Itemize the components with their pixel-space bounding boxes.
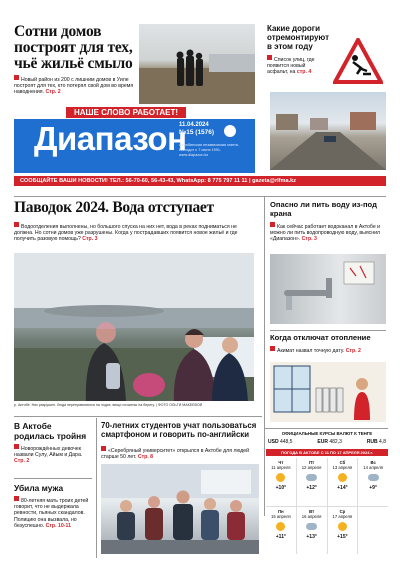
students-ref[interactable]: Стр. 8: [137, 454, 154, 461]
top-story: [14, 24, 134, 96]
divider: [270, 330, 386, 331]
husband-text: 80-летняя мать троих детей говорит, что не выдержала ревности, пьяных скандалов. Полицию она вызвала, но безуспешно. Стр. 10-11: [14, 498, 89, 529]
divider: [14, 478, 92, 479]
husband-headline[interactable]: Убила мужа: [14, 483, 64, 493]
flood-headline[interactable]: Паводок 2024. Вода отступает: [14, 199, 214, 216]
triplets-headline[interactable]: В Актобе родилась тройня: [14, 421, 87, 441]
triplets-text: Новорождённых девочек назвали Сулу, Айым и Дара. Стр. 2: [14, 446, 83, 465]
weather-day: Сб 13 апреля +14°: [328, 458, 358, 506]
masthead: [14, 107, 255, 173]
bullet-icon: [14, 222, 19, 227]
sun-icon: [276, 522, 285, 531]
bullet-icon: [267, 55, 272, 60]
cloud-icon: [306, 474, 317, 481]
weather-day: Ср 17 апреля +15°: [328, 507, 358, 555]
divider: [14, 196, 386, 197]
flood-text: Водоотделения выполнены, но большого спуска на них нет, вода в реках подниматься не должна. Но сотни домов уже разрушены. Когда у пострадавших появится новое жильё и где получить разовую помощь? Стр. 3: [14, 224, 238, 243]
weather-day: Вт 16 апреля +13°: [297, 507, 327, 555]
top-story-ref[interactable]: Стр. 2: [45, 89, 61, 96]
weather-title: ПОГОДА В АКТОБЕ С 11 ПО 17 АПРЕЛЯ 2024 г.: [266, 449, 388, 456]
roads-text: Список улиц, где появится новый асфальт, на стр. 4: [267, 57, 315, 76]
weather-day: Пн 15 апреля +11°: [266, 507, 296, 555]
roads-ref[interactable]: стр. 4: [296, 69, 312, 76]
students-text: «Серебряный университет» открылся в Актобе для людей старше 50 лет. Стр. 8: [101, 448, 250, 461]
divider: [14, 416, 262, 417]
flood-photo: [14, 253, 254, 401]
weather-day: Чт 11 апреля +10°: [266, 458, 296, 506]
sun-icon: [338, 522, 347, 531]
cloud-icon: [306, 523, 317, 530]
sun-icon: [338, 473, 347, 482]
rate-item: USD 448,5: [268, 439, 293, 445]
flood-caption: р. Актобе. Ник разрушен. Люди переправляются на лодке, вещи сложены на берегу. | ФОТО ОЛЬГИ МАКЕЕВОЙ: [14, 403, 203, 407]
roads-headline[interactable]: Какие дороги отремонтируют в этом году: [267, 24, 329, 51]
news-bar[interactable]: СООБЩАЙТЕ ВАШИ НОВОСТИ! ТЕЛ.: 56-70-60, 56-43-43, WhatsApp: 8 775 797 11 11 | gazeta@rlfma.kz: [14, 176, 386, 186]
weather-grid: [266, 458, 388, 554]
roads-photo: [270, 92, 386, 170]
divider: [264, 428, 388, 429]
top-story-headline[interactable]: Сотни домов построят для тех, чьё жильё смыло: [14, 23, 133, 72]
weather-day: Пт 12 апреля +12°: [297, 458, 327, 506]
students-photo: [101, 464, 259, 554]
heating-text: Акимат назвал точную дату. Стр. 2: [270, 346, 386, 354]
rates-table: [268, 439, 386, 445]
heating-illustration: [270, 362, 386, 422]
divider: [96, 418, 97, 558]
water-ref[interactable]: Стр. 3: [301, 236, 317, 243]
triplets-ref[interactable]: Стр. 2: [14, 458, 30, 465]
masthead-issue: №15 (1576): [179, 129, 215, 136]
bullet-icon: [270, 222, 275, 227]
water-photo: [270, 254, 386, 324]
bullet-icon: [14, 75, 19, 80]
bullet-icon: [14, 496, 19, 501]
bullet-icon: [14, 444, 19, 449]
heating-headline[interactable]: Когда отключат отопление: [270, 333, 371, 342]
divider: [264, 196, 265, 516]
top-story-photo: [139, 24, 255, 104]
rate-item: RUB 4,8: [366, 439, 386, 445]
cloud-icon: [368, 474, 379, 481]
top-story-text: Новый район из 200 с лишним домов в Уиле построят для тех, кто потерял свой дом во время наводнения. Стр. 2: [14, 77, 134, 96]
rate-item: EUR 482,3: [317, 439, 342, 445]
bullet-icon: [270, 346, 275, 351]
students-headline[interactable]: 70-летних студентов учат пользоваться смартфоном и говорить по-английски: [101, 421, 257, 440]
husband-ref[interactable]: Стр. 10-11: [45, 522, 71, 529]
weather-day: Вс 14 апреля +9°: [358, 458, 388, 506]
road-works-icon: [333, 38, 383, 84]
bullet-icon: [101, 446, 106, 451]
flood-ref[interactable]: Стр. 3: [82, 236, 98, 243]
age-rating-icon: [224, 125, 236, 137]
masthead-title[interactable]: Диапазон: [34, 120, 187, 157]
weather-day: [358, 507, 388, 555]
masthead-date: 11.04.2024: [179, 122, 209, 128]
heating-ref[interactable]: Стр. 2: [345, 348, 361, 354]
rates-title: ОФИЦИАЛЬНЫЕ КУРСЫ ВАЛЮТ К ТЕНГЕ: [281, 431, 373, 436]
people-illustration: [139, 24, 255, 104]
water-headline[interactable]: Опасно ли пить воду из-под крана: [270, 200, 377, 218]
water-text: Как сейчас работает водоканал в Актобе и можно ли пить водопроводную воду, выяснил «Диапазон». Стр. 3: [270, 224, 381, 243]
masthead-slogan: НАШЕ СЛОВО РАБОТАЕТ!: [66, 107, 186, 118]
sun-icon: [276, 473, 285, 482]
masthead-tagline: Актюбинская независимая газета. Выходит с 7 июня 1991. www.diapazon.kz: [179, 143, 239, 157]
